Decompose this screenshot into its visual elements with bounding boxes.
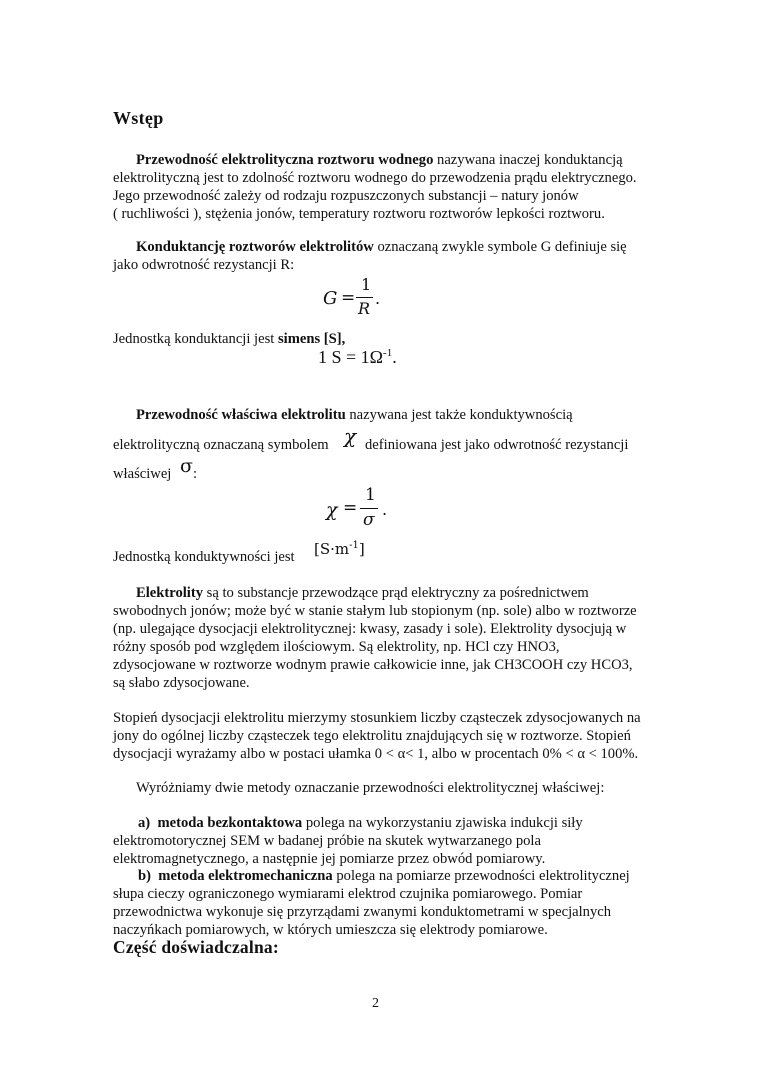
list-a-line-2: elektromotorycznej SEM w badanej próbie na skutek wytwarzanego pola: [113, 833, 541, 849]
eq2-denominator: σ: [363, 510, 375, 530]
list-b-line-4: naczyńkach pomiarowych, w których umieszcza się elektrody pomiarowe.: [113, 922, 548, 938]
p5-line-1: Jednostką konduktywności jest: [113, 549, 295, 565]
eq1-fraction-bar: [356, 297, 373, 298]
section-heading-experimental: Część doświadczalna:: [113, 937, 279, 957]
p2-bold-term: Konduktancję roztworów elektrolitów: [136, 239, 374, 255]
p3-text: Jednostką konduktancji jest: [113, 331, 278, 347]
chi-symbol: χ: [344, 424, 357, 448]
p6-bold-term: Elektrolity: [136, 585, 204, 601]
p2-line-1-text: oznaczaną zwykle symbole G definiuje się: [373, 239, 627, 255]
p4-line-3-colon: :: [193, 466, 198, 482]
p6-line-1: [136, 584, 589, 602]
p1-bold-term: Przewodność elektrolityczna roztworu wodnego: [136, 152, 434, 168]
eq1-equals: =: [341, 288, 356, 308]
list-item-a: [138, 814, 583, 832]
p6-line-6: są słabo zdysocjowane.: [113, 675, 250, 691]
p8-line-1: Wyróżniamy dwie metody oznaczanie przewodności elektrolitycznej właściwej:: [136, 780, 605, 796]
p4-line-2-end: definiowana jest jako odwrotność rezystancji: [365, 437, 629, 453]
p1-line-2: elektrolityczną jest to zdolność roztworu wodnego do przewodzenia prądu elektrycznego.: [113, 170, 637, 186]
p6-line-5: zdysocjowane w roztworze wodnym prawie całkowicie inne, jak CH3COOH czy HCO3,: [113, 657, 633, 673]
eq2-lhs: χ: [326, 499, 338, 521]
p4-line-1: [136, 406, 573, 424]
p1-line-3: Jego przewodność zależy od rodzaju rozpuszczonych substancji – natury jonów: [113, 188, 579, 204]
eq2-fraction-bar: [360, 508, 378, 509]
siemens-formula-text: 1 S = 1Ω: [318, 347, 384, 367]
p6-line-4: różny sposób pod względem ilościowym. Są elektrolity, np. HCl czy HNO3,: [113, 639, 560, 655]
p4-line-3: [113, 465, 171, 483]
eq1-numerator: 1: [361, 275, 372, 294]
list-b-line-1-text: polega na pomiarze przewodności elektrolitycznej: [332, 868, 630, 884]
conductivity-unit-text: [S·m: [314, 540, 350, 558]
p7-line-2: jony do ogólnej liczby cząsteczek tego elektrolitu znajdujących się w roztworze. Stopień: [113, 728, 631, 744]
siemens-formula: [318, 347, 397, 368]
conductivity-unit: [314, 540, 365, 558]
eq1-denominator: R: [358, 299, 371, 318]
siemens-formula-exponent: -1: [383, 347, 393, 359]
eq2-period: .: [382, 500, 388, 519]
p1-line-1-text: nazywana inaczej konduktancją: [433, 152, 623, 168]
p3-line-1: [113, 330, 345, 348]
list-a-line-1-text: polega na wykorzystaniu zjawiska indukcji siły: [302, 815, 583, 831]
p4-line-2-text: elektrolityczną oznaczaną symbolem: [113, 437, 329, 453]
p6-line-1-text: są to substancje przewodzące prąd elektryczny za pośrednictwem: [203, 585, 589, 601]
p4-bold-term: Przewodność właściwa elektrolitu: [136, 407, 346, 423]
p4-line-2: [113, 436, 329, 454]
p6-line-2: swobodnych jonów; może być w stanie stałym lub stopionym (np. sole) albo w roztworze: [113, 603, 637, 619]
conductivity-unit-close: ]: [358, 540, 365, 558]
eq2-equals: =: [343, 498, 358, 518]
list-item-b: [138, 867, 630, 885]
page-number: 2: [372, 996, 379, 1011]
list-b-line-2: słupa cieczy ograniczonego wymiarami elektrod czujnika pomiarowego. Pomiar: [113, 886, 583, 902]
list-b-bold-term: metoda elektromechaniczna: [158, 868, 333, 884]
list-a-bold-term: metoda bezkontaktowa: [157, 815, 303, 831]
eq1-lhs: G: [323, 288, 338, 309]
section-heading-intro: Wstęp: [113, 108, 164, 128]
p1-line-4: ( ruchliwości ), stężenia jonów, temperatury roztworu roztworów lepkości roztworu.: [113, 206, 605, 222]
list-b-line-3: przewodnictwa wykonuje się przyrządami zwanymi konduktometrami w specjalnych: [113, 904, 612, 920]
list-b-marker: b): [138, 868, 151, 884]
p4-line-1-text: nazywana jest także konduktywnością: [345, 407, 573, 423]
sigma-symbol: σ: [180, 455, 193, 477]
p1-line-1: [136, 151, 623, 169]
conductivity-unit-exponent: -1: [349, 540, 359, 551]
list-a-marker: a): [138, 815, 151, 831]
eq2-numerator: 1: [365, 485, 376, 505]
siemens-formula-period: .: [392, 347, 397, 367]
p7-line-3: dysocjacji wyrażamy albo w postaci ułamka 0 < α< 1, albo w procentach 0% < α < 100%.: [113, 746, 639, 762]
p2-line-1: [136, 238, 627, 256]
p4-line-3-text: właściwej: [113, 466, 172, 482]
p3-bold-unit: simens [S],: [277, 331, 346, 347]
p2-line-2: jako odwrotność rezystancji R:: [113, 257, 295, 273]
list-a-line-3: elektromagnetycznego, a następnie jej pomiarze przez obwód pomiarowy.: [113, 851, 546, 867]
p6-line-3: (np. ulegające dysocjacji elektrolitycznej: kwasy, zasady i sole). Elektrolity dysocjują w: [113, 621, 627, 637]
eq1-period: .: [375, 289, 381, 308]
p7-line-1: Stopień dysocjacji elektrolitu mierzymy stosunkiem liczby cząsteczek zdysocjowanych na: [113, 710, 641, 726]
